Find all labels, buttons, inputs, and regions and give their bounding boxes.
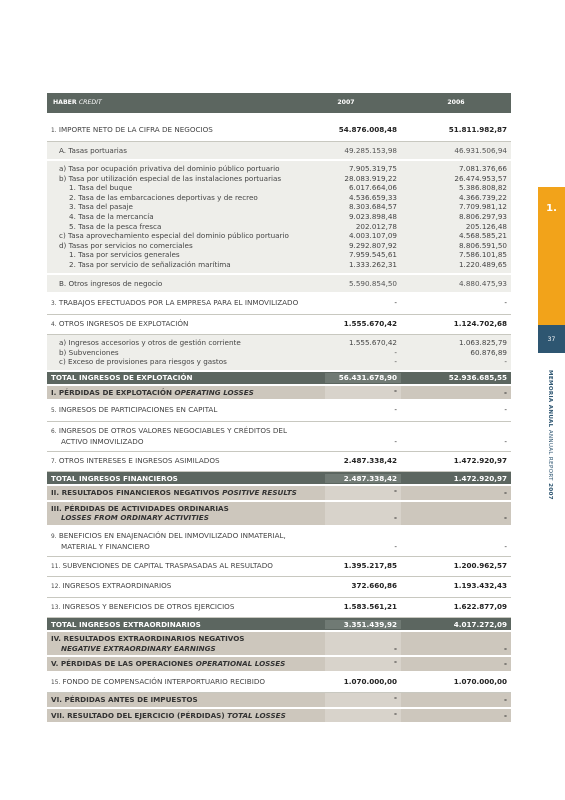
- row-ingresos-extraordinarios: 12. INGRESOS EXTRAORDINARIOS 372.660,86 1.193.432,43: [47, 577, 511, 598]
- header-2007: 2007: [337, 99, 355, 107]
- list-item: c) Exceso de provisiones para riesgos y gastos - -: [59, 357, 507, 367]
- list-item: d) Tasas por servicios no comerciales 9.292.807,92 8.806.591,50: [59, 240, 507, 250]
- tasas-detail-group: [47, 161, 511, 275]
- report-title-vertical: MEMORIA ANUAL ANNUAL REPORT 2007: [547, 370, 553, 500]
- row-otros-valores: 6. INGRESOS DE OTROS VALORES NEGOCIABLES Y CRÉDITOS DEL ACTIVO INMOVILIZADO - -: [47, 422, 511, 452]
- row-beneficios-enajenacion: 9. BENEFICIOS EN ENAJENACIÓN DEL INMOVILIZADO INMATERIAL, MATERIAL Y FINANCIERO - -: [47, 527, 511, 557]
- list-item: 3. Tasa del pasaje 8.303.684,57 7.709.981,12: [69, 202, 507, 212]
- list-item: 1. Tasa por servicios generales 7.959.545,61 7.586.101,85: [69, 250, 507, 260]
- list-item: a) Ingresos accesorios y otros de gestión corriente 1.555.670,42 1.063.825,79: [59, 338, 507, 348]
- header-label: HABER CREDIT: [53, 99, 102, 107]
- row-importe-neto: 1. IMPORTE NETO DE LA CIFRA DE NEGOCIOS 54.876.008,48 51.811.982,87: [47, 121, 511, 142]
- row-perdidas-antes-impuestos: VI. PÉRDIDAS ANTES DE IMPUESTOS - -: [47, 693, 511, 709]
- chapter-tab: 1.: [538, 187, 565, 325]
- income-table: [47, 93, 511, 724]
- row-resultados-extraordinarios-negativos: IV. RESULTADOS EXTRAORDINARIOS NEGATIVOS NEGATIVE EXTRAORDINARY EARNINGS - -: [47, 632, 511, 657]
- list-item: 1. Tasa del buque 6.017.664,06 5.386.808,82: [69, 183, 507, 193]
- list-item: c) Tasa aprovechamiento especial del dominio público portuario 4.003.107,09 4.568.585,21: [59, 231, 507, 241]
- row-participaciones-capital: 5. INGRESOS DE PARTICIPACIONES EN CAPITAL - -: [47, 401, 511, 422]
- row-perdidas-explotacion: I. PÉRDIDAS DE EXPLOTACIÓN OPERATING LOSSES - -: [47, 386, 511, 402]
- row-fondo-compensacion: 15. FONDO DE COMPENSACIÓN INTERPORTUARIO RECIBIDO 1.070.000,00 1.070.000,00: [47, 673, 511, 694]
- header-2006: 2006: [447, 99, 465, 107]
- table-header: [47, 93, 511, 113]
- row-perdidas-actividades-ordinarias: III. PÉRDIDAS DE ACTIVIDADES ORDINARIAS LOSSES FROM ORDINARY ACTIVITIES - -: [47, 502, 511, 527]
- row-total-ingresos-extraordinarios: TOTAL INGRESOS EXTRAORDINARIOS 3.351.439,92 4.017.272,09: [47, 618, 511, 632]
- row-otros-ingresos-explotacion: 4. OTROS INGRESOS DE EXPLOTACIÓN 1.555.670,42 1.124.702,68: [47, 315, 511, 336]
- list-item: b) Tasa por utilización especial de las instalaciones portuarias 28.083.919,22 26.474.953,57: [59, 173, 507, 183]
- page-number: 37: [538, 325, 565, 353]
- row-resultado-ejercicio: VII. RESULTADO DEL EJERCICIO (PÉRDIDAS) TOTAL LOSSES - -: [47, 709, 511, 725]
- row-tasas-portuarias: A. Tasas portuarias 49.285.153,98 46.931.506,94: [47, 142, 511, 162]
- row-trabajos-efectuados: 3. TRABAJOS EFECTUADOS POR LA EMPRESA PARA EL INMOVILIZADO - -: [47, 294, 511, 315]
- list-item: 2. Tasa de las embarcaciones deportivas y de recreo 4.536.659,33 4.366.739,22: [69, 192, 507, 202]
- list-item: b) Subvenciones - 60.876,89: [59, 347, 507, 357]
- list-item: a) Tasa por ocupación privativa del dominio público portuario 7.905.319,75 7.081.376,66: [59, 164, 507, 173]
- row-subvenciones-capital: 11. SUBVENCIONES DE CAPITAL TRASPASADAS AL RESULTADO 1.395.217,85 1.200.962,57: [47, 557, 511, 578]
- row-otros-ingresos-negocio: B. Otros ingresos de negocio 5.590.854,50 4.880.475,93: [47, 275, 511, 295]
- list-item: 4. Tasa de la mercancía 9.023.898,48 8.806.297,93: [69, 211, 507, 221]
- row-total-ingresos-explotacion: TOTAL INGRESOS DE EXPLOTACIÓN 56.431.678,90 52.936.685,55: [47, 372, 511, 386]
- list-item: 5. Tasa de la pesca fresca 202.012,78 205.126,48: [69, 221, 507, 231]
- row-perdidas-operaciones: V. PÉRDIDAS DE LAS OPERACIONES OPERATIONAL LOSSES - -: [47, 657, 511, 673]
- row-total-ingresos-financieros: TOTAL INGRESOS FINANCIEROS 2.487.338,42 1.472.920,97: [47, 472, 511, 486]
- row-otros-ejercicios: 13. INGRESOS Y BENEFICIOS DE OTROS EJERCICIOS 1.583.561,21 1.622.877,09: [47, 598, 511, 619]
- row-otros-intereses: 7. OTROS INTERESES E INGRESOS ASIMILADOS 2.487.338,42 1.472.920,97: [47, 452, 511, 473]
- otros-ingresos-detail-group: [47, 335, 511, 372]
- row-resultados-financieros-negativos: II. RESULTADOS FINANCIEROS NEGATIVOS POSITIVE RESULTS - -: [47, 486, 511, 502]
- list-item: 2. Tasa por servicio de señalización marítima 1.333.262,31 1.220.489,65: [69, 259, 507, 269]
